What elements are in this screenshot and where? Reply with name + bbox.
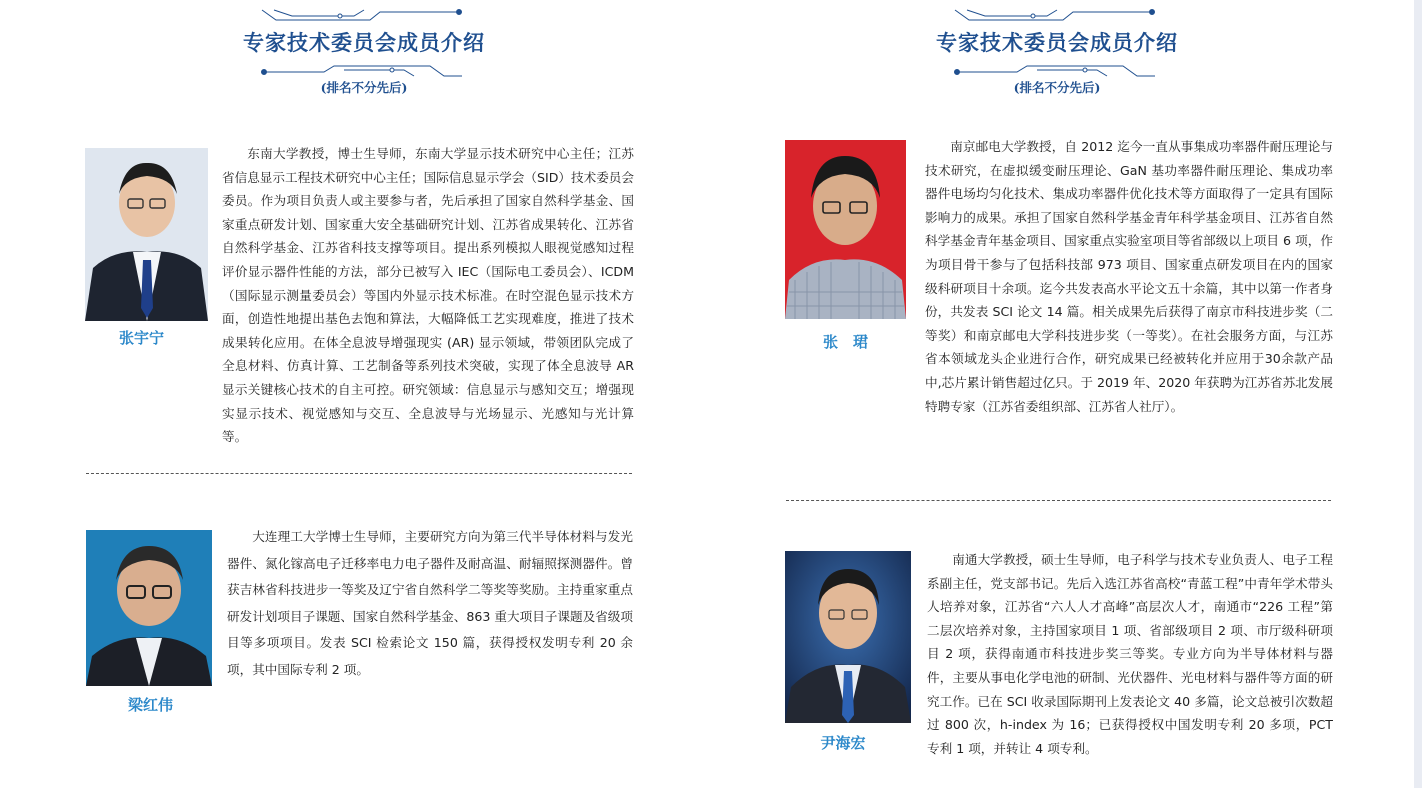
portrait-avatar-icon bbox=[785, 551, 911, 723]
member-photo bbox=[86, 530, 212, 686]
member-name: 张宇宁 bbox=[118, 329, 164, 347]
right-page-header bbox=[897, 0, 1217, 100]
section-divider bbox=[86, 473, 632, 474]
member-bio: 东南大学教授，博士生导师，东南大学显示技术研究中心主任；江苏省信息显示工程技术研究中心主任；国际信息显示学会（SID）技术委员会委员。作为项目负责人或主要参与者，先后承担了国家自然科学基金、国家重点研发计划、国家重大安全基础研究计划、江苏省成果转化、江苏省自然科学基金、江苏省科技支撑等项目。提出系列模拟人眼视觉感知过程评价显示器件性能的方法，部分已被写入 IEC（国际电工委员会）、ICDM（国际显示测量委员会）等国内外显示技术标准。在时空混色显示技术方面，创造性地提出基色去饱和算法，大幅降低工艺实现难度，推进了技术成果转化应用。在体全息波导增强现实 (AR) 显示领域，带领团队完成了全息材料、仿真计算、工艺制备等系列技术突破，实现了体全息波导 AR 显示关键核心技术的自主可控。研究领域：信息显示与感知交互；增强现实显示技术、视觉感知与交互、全息波导与光场显示、光感知与光计算等。 bbox=[222, 146, 634, 445]
page-edge bbox=[1414, 0, 1422, 788]
member-photo bbox=[85, 148, 208, 321]
member-photo bbox=[785, 140, 906, 319]
member-name: 尹海宏 bbox=[820, 734, 866, 752]
member-name: 梁红伟 bbox=[127, 696, 173, 714]
portrait-avatar-icon bbox=[85, 148, 208, 321]
member-photo bbox=[785, 551, 911, 723]
page-subtitle: (排名不分先后) bbox=[320, 80, 408, 95]
member-bio: 南京邮电大学教授，自 2012 迄今一直从事集成功率器件耐压理论与技术研究，在虚拟缓变耐压理论、GaN 基功率器件耐压理论、集成功率器件电场均匀化技术、集成功率器件优化技术等方面取得了一定具有国际影响力的成果。承担了国家自然科学基金青年科学基金项目、江苏省自然科学基金青年基金项目、国家重点实验室项目等省部级以上项目 6 项，作为项目骨干参与了包括科技部 973 项目、国家重点研发项目在内的国家级科研项目十余项。迄今共发表高水平论文五十余篇，其中以第一作者身份，共发表 SCI 论文 14 篇。相关成果先后获得了南京市科技进步奖（二等奖）和南京邮电大学科技进步奖（一等奖）。在社会服务方面，与江苏省本领域龙头企业进行合作，研究成果已经被转化并应用于30余款产品中,芯片累计销售超过亿只。于 2019 年、2020 年获聘为江苏省苏北发展特聘专家（江苏省委组织部、江苏省人社厅）。 bbox=[925, 139, 1333, 414]
member-name: 张 珺 bbox=[822, 333, 868, 351]
member-bio: 大连理工大学博士生导师，主要研究方向为第三代半导体材料与发光器件、氮化镓高电子迁移率电力电子器件及耐高温、耐辐照探测器件。曾获吉林省科技进步一等奖及辽宁省自然科学二等奖等奖励。主持重家重点研发计划项目子课题、国家自然科学基金、863 重大项目子课题及省级项目等多项项目。发表 SCI 检索论文 150 篇，获得授权发明专利 20 余项，其中国际专利 2 项。 bbox=[227, 529, 633, 677]
portrait-avatar-icon bbox=[86, 530, 212, 686]
page-title: 专家技术委员会成员介绍 bbox=[936, 30, 1178, 55]
portrait-avatar-icon bbox=[785, 140, 906, 319]
left-page-header bbox=[204, 0, 524, 100]
page-title: 专家技术委员会成员介绍 bbox=[243, 30, 485, 55]
page-subtitle: (排名不分先后) bbox=[1013, 80, 1101, 95]
member-bio: 南通大学教授，硕士生导师，电子科学与技术专业负责人、电子工程系副主任，党支部书记。先后入选江苏省高校“青蓝工程”中青年学术带头人培养对象，江苏省“六人人才高峰”高层次人才，南通市“226 工程”第二层次培养对象，主持国家项目 1 项、省部级项目 2 项、市厅级科研项目 2 项，获得南通市科技进步奖三等奖。专业方向为半导体材料与器件，主要从事电化学电池的研制、光伏器件、光电材料与器件等方面的研究工作。已在 SCI 收录国际期刊上发表论文 40 多篇，论文总被引次数超过 800 次，h-index 为 16；已获得授权中国发明专利 20 多项，PCT 专利 1 项，并转让 4 项专利。 bbox=[927, 552, 1333, 756]
section-divider bbox=[786, 500, 1331, 501]
